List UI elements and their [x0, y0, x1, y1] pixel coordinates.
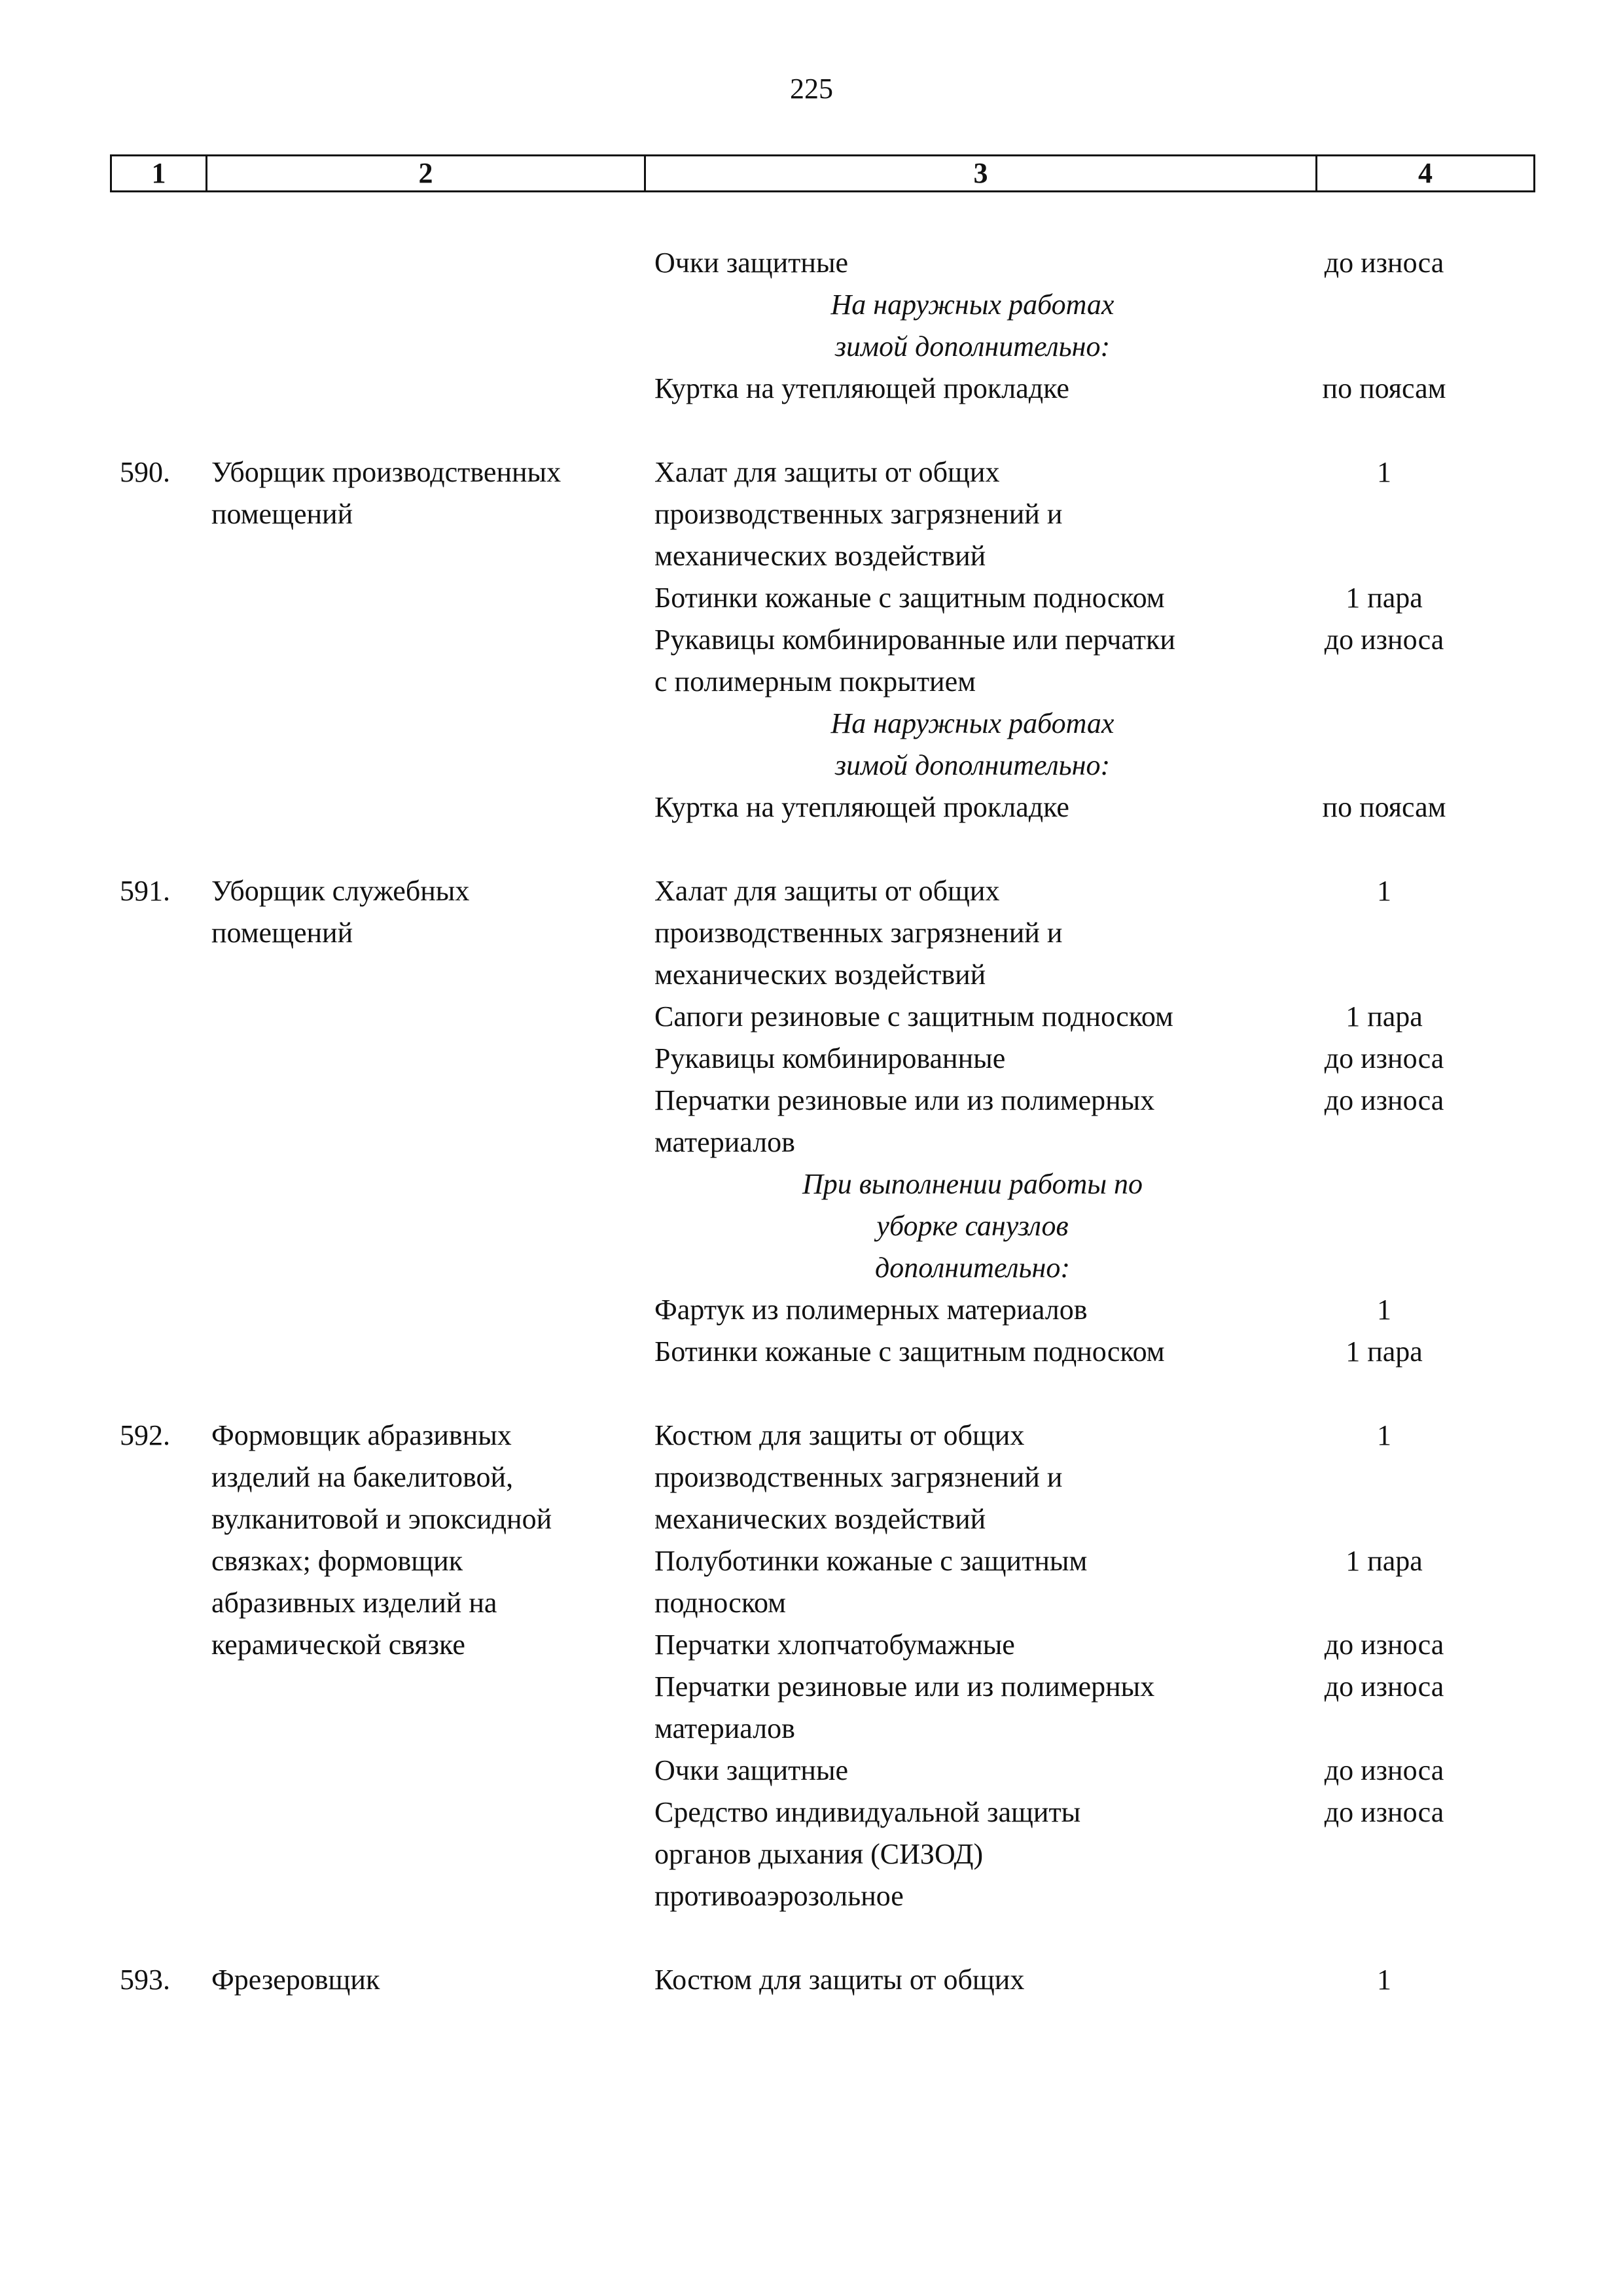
ppe-item-row: [654, 1038, 1538, 1080]
ppe-item-name: Перчатки резиновые или из полимерных материалов: [654, 1670, 1155, 1744]
ppe-item-list: [654, 242, 1538, 410]
ppe-item-norm: 1 пара: [1346, 1335, 1423, 1368]
ppe-item-norm: до износа: [1324, 1042, 1444, 1074]
ppe-item-row: [654, 1624, 1538, 1666]
column-header-2: 2: [207, 156, 646, 190]
column-header-3: 3: [646, 156, 1317, 190]
ppe-item-norm: по поясам: [1322, 372, 1446, 404]
ppe-item-name: Ботинки кожаные с защитным подноском: [654, 1335, 1165, 1368]
ppe-item-norm: 1: [1377, 456, 1391, 488]
ppe-item-row: [654, 1415, 1538, 1540]
profession-name: Уборщик служебных помещений: [211, 875, 470, 949]
profession-name: Формовщик абразивных изделий на бакелитовой, вулканитовой и эпоксидной связках; формовщик абразивных изделий на керамической связке: [211, 1419, 552, 1661]
ppe-item-name: Очки защитные: [654, 1754, 849, 1786]
ppe-item-name: Средство индивидуальной защиты органов дыхания (СИЗОД) противоаэрозольное: [654, 1796, 1081, 1912]
ppe-item-row: [654, 1792, 1538, 1917]
ppe-item-norm: 1 пара: [1346, 1545, 1423, 1577]
ppe-item-norm: по поясам: [1322, 791, 1446, 823]
ppe-item-list: [654, 1959, 1538, 2001]
ppe-item-row: [654, 1331, 1538, 1373]
ppe-item-norm: до износа: [1324, 624, 1444, 656]
ppe-item-name: Рукавицы комбинированные: [654, 1042, 1006, 1074]
ppe-item-row: [654, 1750, 1538, 1792]
table-entry: [0, 451, 1623, 828]
column-header-1: 1: [112, 156, 207, 190]
ppe-item-row: [654, 242, 1538, 284]
entry-number: 590.: [120, 456, 170, 488]
table-entry: [0, 242, 1623, 410]
ppe-item-norm: 1 пара: [1346, 582, 1423, 614]
ppe-item-name: Перчатки хлопчатобумажные: [654, 1629, 1015, 1661]
ppe-item-row: [654, 1540, 1538, 1624]
ppe-item-norm: 1: [1377, 1294, 1391, 1326]
conditional-subheading: При выполнении работы по уборке санузлов дополнительно:: [802, 1168, 1143, 1284]
ppe-item-row: [654, 368, 1538, 410]
ppe-item-name: Халат для защиты от общих производственных загрязнений и механических воздействий: [654, 456, 1063, 572]
ppe-item-norm: 1: [1377, 1964, 1391, 1996]
ppe-item-row: [654, 451, 1538, 577]
ppe-item-row: [654, 1959, 1538, 2001]
ppe-item-name: Сапоги резиновые с защитным подноском: [654, 1000, 1173, 1033]
ppe-item-list: [654, 870, 1538, 1373]
ppe-item-name: Куртка на утепляющей прокладке: [654, 791, 1069, 823]
ppe-item-row: [654, 786, 1538, 828]
ppe-item-name: Полуботинки кожаные с защитным подноском: [654, 1545, 1088, 1619]
ppe-item-norm: 1 пара: [1346, 1000, 1423, 1033]
ppe-item-row: [654, 577, 1538, 619]
ppe-item-list: [654, 1415, 1538, 1917]
profession-name: Фрезеровщик: [211, 1964, 380, 1996]
entry-number: 593.: [120, 1964, 170, 1996]
ppe-item-norm: до износа: [1324, 1670, 1444, 1703]
ppe-norms-table-body: [0, 242, 1623, 2043]
ppe-item-norm: 1: [1377, 1419, 1391, 1451]
profession-name: Уборщик производственных помещений: [211, 456, 562, 530]
ppe-item-name: Халат для защиты от общих производственных загрязнений и механических воздействий: [654, 875, 1063, 991]
ppe-item-row: [654, 1666, 1538, 1750]
table-entry: [0, 1415, 1623, 1917]
ppe-item-name: Костюм для защиты от общих: [654, 1964, 1025, 1996]
column-header-row: [110, 154, 1535, 192]
ppe-item-list: [654, 451, 1538, 828]
ppe-item-norm: до износа: [1324, 1084, 1444, 1116]
ppe-item-name: Костюм для защиты от общих производственных загрязнений и механических воздействий: [654, 1419, 1063, 1535]
ppe-item-name: Рукавицы комбинированные или перчатки с полимерным покрытием: [654, 624, 1175, 698]
ppe-item-row: [654, 870, 1538, 996]
ppe-item-name: Ботинки кожаные с защитным подноском: [654, 582, 1165, 614]
ppe-item-norm: до износа: [1324, 1754, 1444, 1786]
entry-number: 591.: [120, 875, 170, 907]
ppe-item-row: [654, 1080, 1538, 1163]
table-entry: [0, 1959, 1623, 2001]
conditional-subheading: На наружных работах зимой дополнительно:: [830, 707, 1115, 781]
ppe-item-name: Фартук из полимерных материалов: [654, 1294, 1088, 1326]
ppe-item-row: [654, 619, 1538, 703]
ppe-item-row: [654, 1289, 1538, 1331]
ppe-item-name: Куртка на утепляющей прокладке: [654, 372, 1069, 404]
ppe-item-norm: до износа: [1324, 1796, 1444, 1828]
conditional-subheading: На наружных работах зимой дополнительно:: [830, 289, 1115, 362]
ppe-item-name: Перчатки резиновые или из полимерных материалов: [654, 1084, 1155, 1158]
ppe-item-norm: до износа: [1324, 247, 1444, 279]
ppe-item-norm: до износа: [1324, 1629, 1444, 1661]
ppe-item-name: Очки защитные: [654, 247, 849, 279]
ppe-item-norm: 1: [1377, 875, 1391, 907]
entry-number: 592.: [120, 1419, 170, 1451]
ppe-item-row: [654, 996, 1538, 1038]
column-header-4: 4: [1418, 157, 1433, 189]
page-number: 225: [790, 73, 833, 105]
table-entry: [0, 870, 1623, 1373]
